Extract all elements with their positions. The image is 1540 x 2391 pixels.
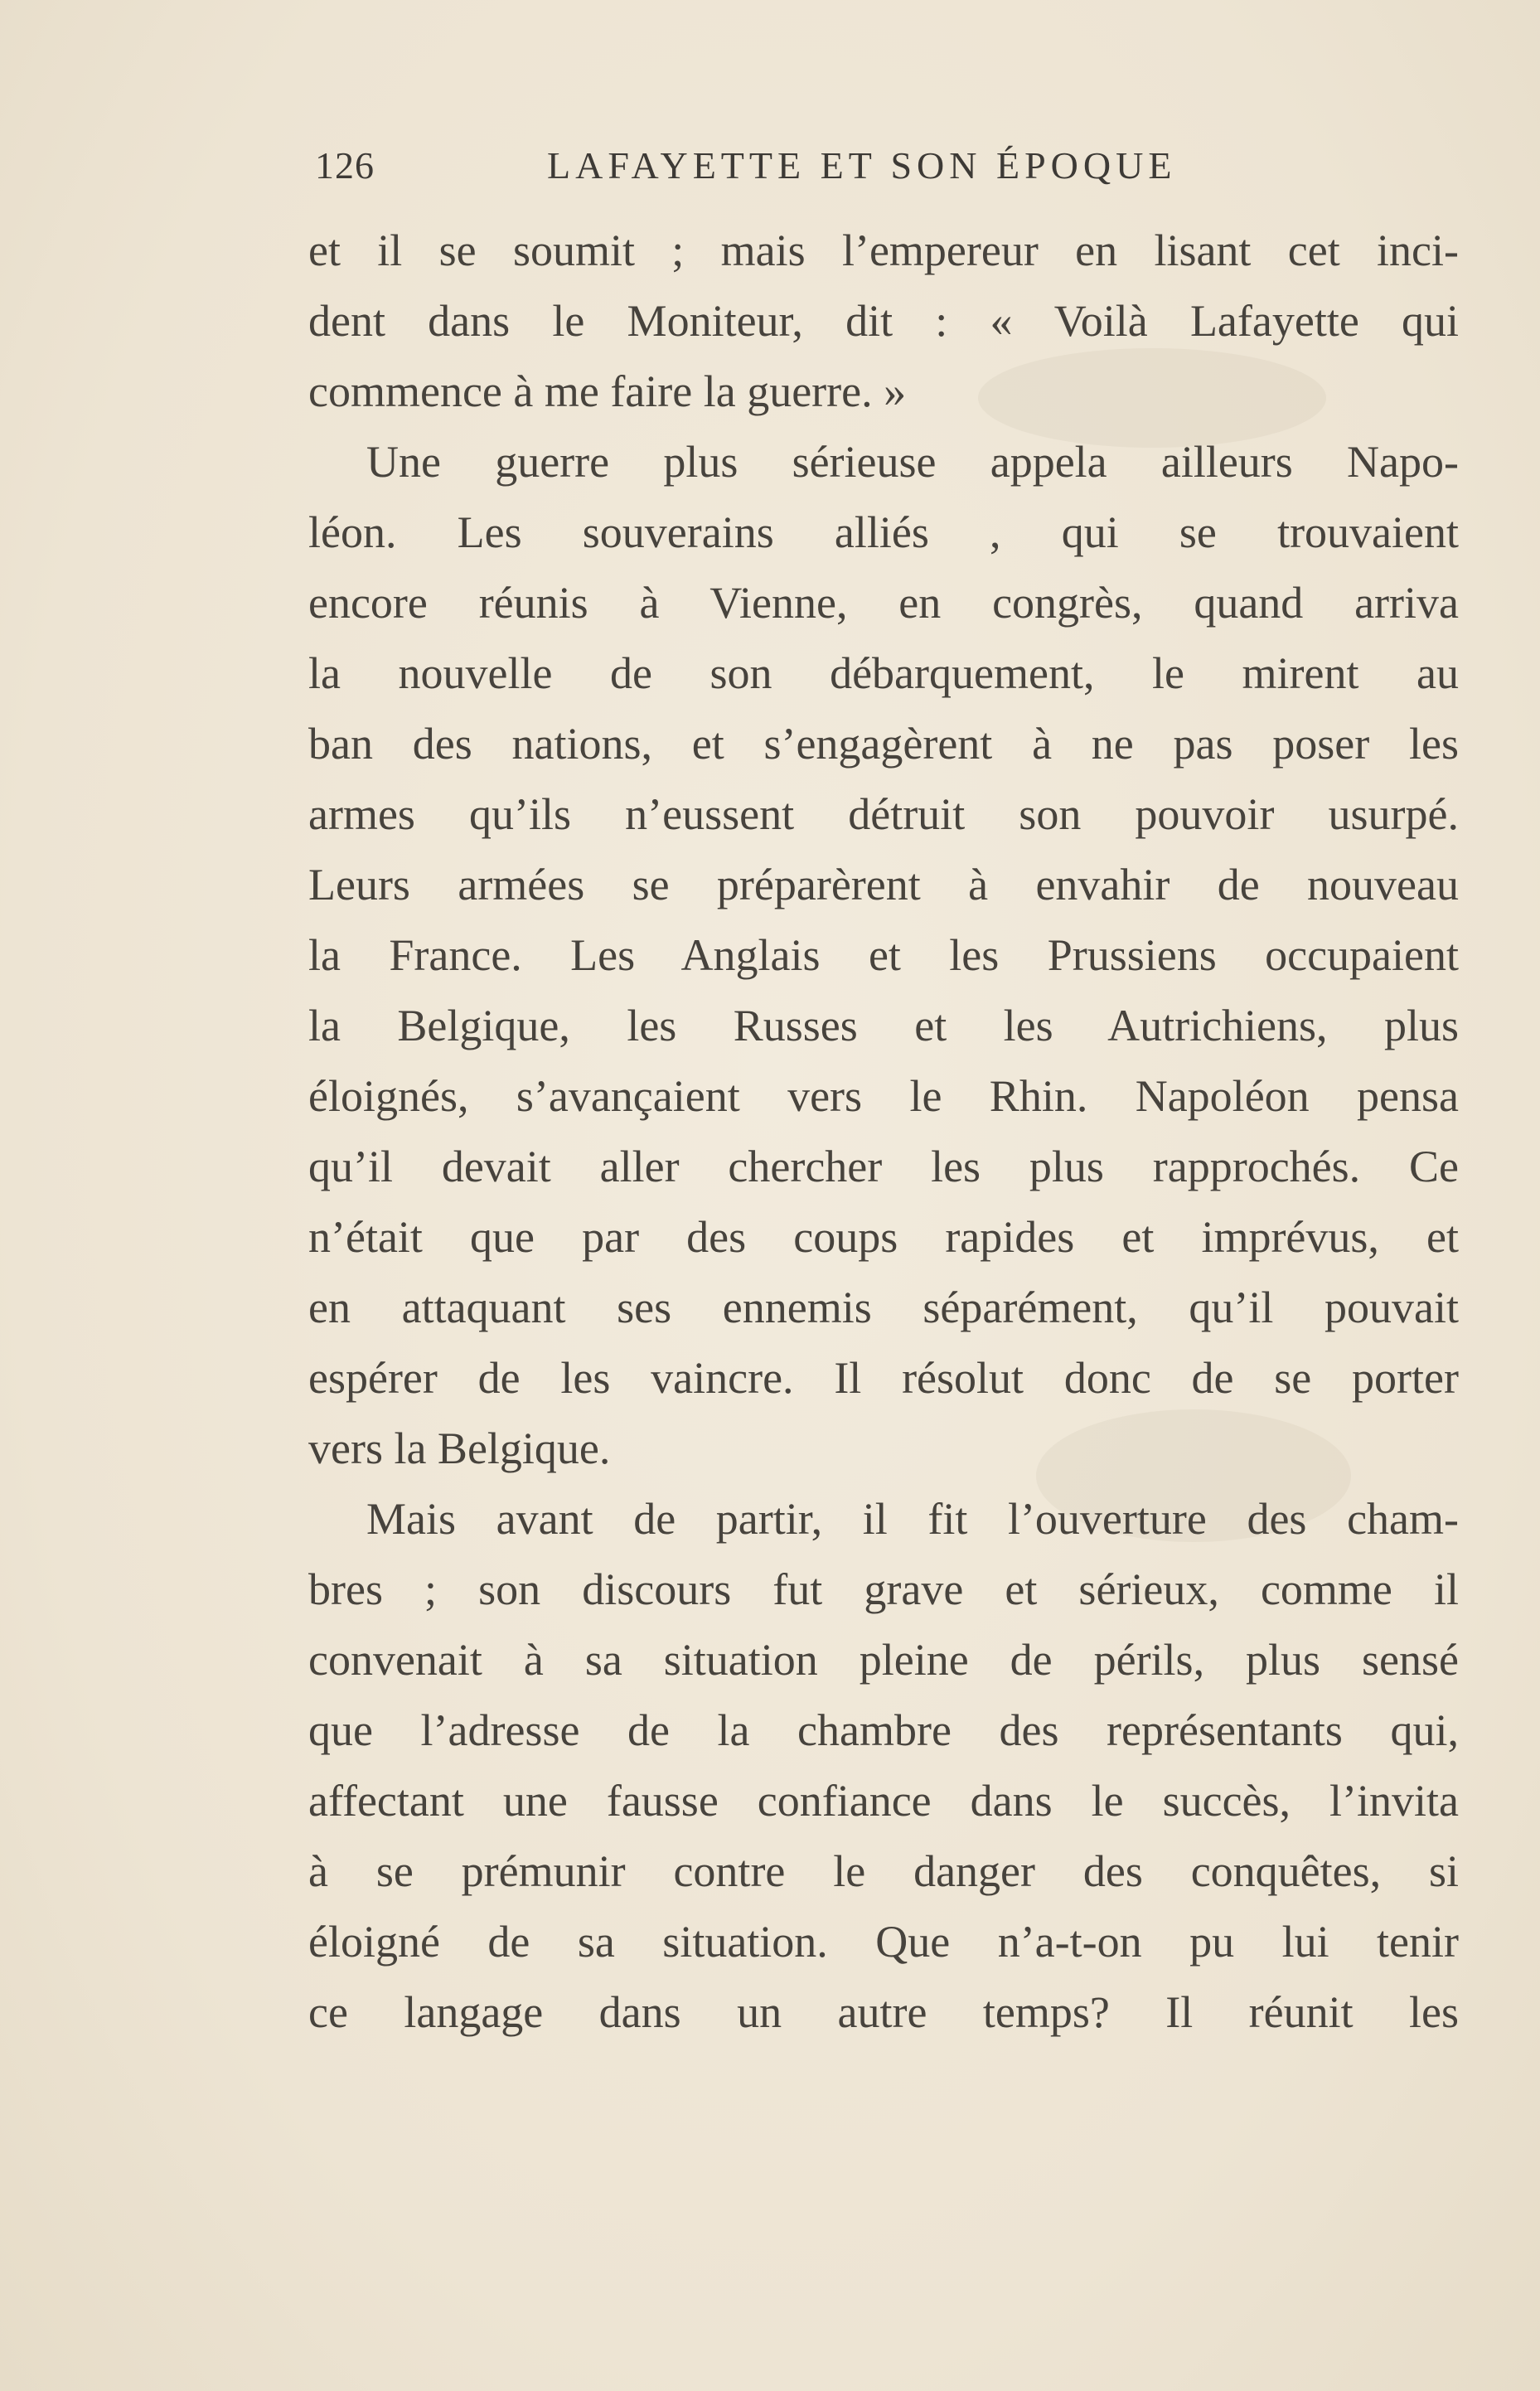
running-head [315, 139, 1231, 192]
text-line: en attaquant ses ennemis séparément, qu’il pouvait [308, 1283, 1459, 1332]
text-line: n’était que par des coups rapides et imprévus, et [308, 1212, 1459, 1262]
text-line: la Belgique, les Russes et les Autrichiens, plus [308, 1001, 1459, 1050]
text-line: espérer de les vaincre. Il résolut donc de se porter [308, 1353, 1459, 1403]
text-line: armes qu’ils n’eussent détruit son pouvoir usurpé. [308, 789, 1459, 839]
text-line: dent dans le Moniteur, dit : « Voilà Lafayette qui [308, 296, 1459, 346]
body-text [308, 216, 1459, 2048]
text-line: Mais avant de partir, il fit l’ouverture des cham- [366, 1494, 1459, 1544]
text-line: la nouvelle de son débarquement, le mirent au [308, 648, 1459, 698]
text-line: convenait à sa situation pleine de périls, plus sensé [308, 1635, 1459, 1685]
text-line: Une guerre plus sérieuse appela ailleurs Napo- [366, 437, 1459, 487]
text-line: à se prémunir contre le danger des conquêtes, si [308, 1846, 1459, 1896]
text-line: ce langage dans un autre temps? Il réunit les [308, 1987, 1459, 2037]
text-line: encore réunis à Vienne, en congrès, quand arriva [308, 578, 1459, 628]
text-line: la France. Les Anglais et les Prussiens occupaient [308, 930, 1459, 980]
text-line: bres ; son discours fut grave et sérieux, comme il [308, 1564, 1459, 1614]
text-line: vers la Belgique. [308, 1423, 611, 1473]
text-line: commence à me faire la guerre. » [308, 366, 907, 416]
text-line: Leurs armées se préparèrent à envahir de nouveau [308, 860, 1459, 909]
text-line: éloignés, s’avançaient vers le Rhin. Napoléon pensa [308, 1071, 1459, 1121]
text-line: qu’il devait aller chercher les plus rapprochés. Ce [308, 1142, 1459, 1191]
text-line: léon. Les souverains alliés , qui se trouvaient [308, 507, 1459, 557]
text-line: que l’adresse de la chambre des représentants qui, [308, 1705, 1459, 1755]
text-line: éloigné de sa situation. Que n’a-t-on pu lui tenir [308, 1917, 1459, 1967]
text-line: affectant une fausse confiance dans le succès, l’invita [308, 1776, 1459, 1826]
page-number: 126 [315, 144, 375, 187]
running-title: LAFAYETTE ET SON ÉPOQUE [547, 144, 1177, 187]
text-line: ban des nations, et s’engagèrent à ne pas poser les [308, 719, 1459, 769]
text-line: et il se soumit ; mais l’empereur en lisant cet inci- [308, 226, 1459, 275]
